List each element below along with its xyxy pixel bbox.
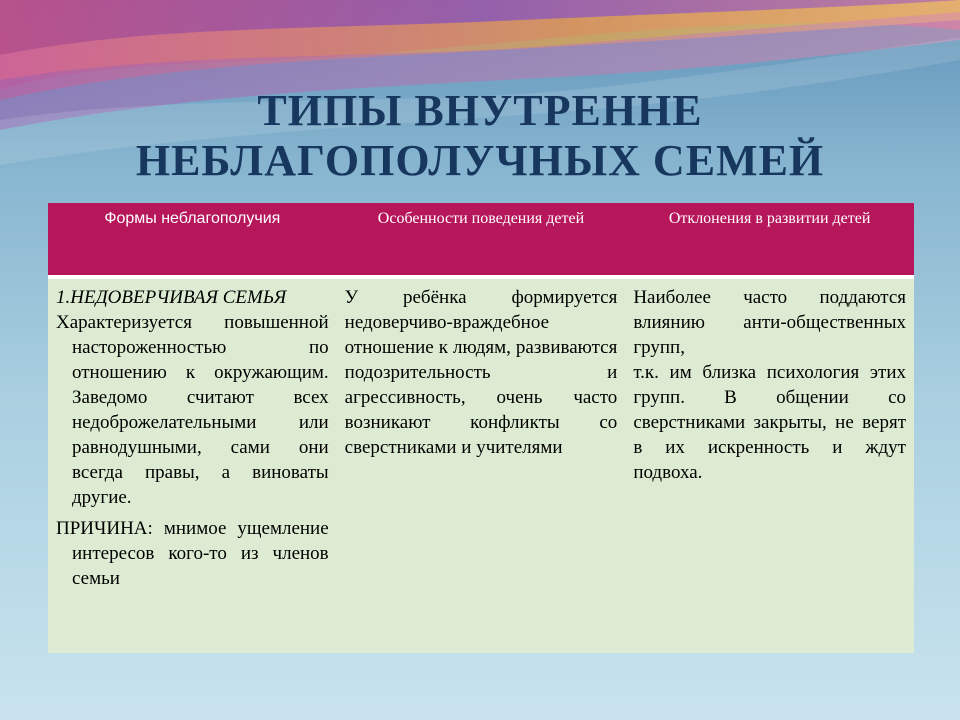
table-row — [48, 277, 914, 653]
family-type-title: 1.НЕДОВЕРЧИВАЯ СЕМЬЯ — [56, 287, 287, 308]
table-header-row — [48, 203, 914, 277]
family-types-table — [48, 203, 914, 653]
header-behavior: Особенности поведения детей — [337, 203, 626, 277]
cell-behavior — [337, 277, 626, 653]
header-deviations: Отклонения в развитии детей — [625, 203, 914, 277]
cell-deviations — [625, 277, 914, 653]
cause-text: мнимое ущемление интересов кого-то из членов семьи — [72, 518, 329, 589]
behavior-text: У ребёнка формируется недоверчиво-враждебное отношение к людям, развиваются подозрительность и агрессивность, очень часто возникают конфликты со сверстниками и учителями — [344, 287, 618, 458]
page-title-line-2: НЕБЛАГОПОЛУЧНЫХ СЕМЕЙ — [135, 136, 825, 185]
page-title — [0, 86, 960, 186]
cause-paragraph — [56, 516, 329, 591]
cause-label: ПРИЧИНА: — [56, 518, 153, 539]
deviation-text-1: Наиболее часто поддаются влиянию анти-общественных групп, — [633, 287, 906, 358]
deviation-text-2: т.к. им близка психология этих групп. В общении со сверстниками закрыты, не верят в их искренность и ждут подвоха. — [633, 362, 906, 483]
family-description: Характеризуется повышенной настороженностью по отношению к окружающим. Заведомо считают всех недоброжелательными или равнодушными, сами они всегда правы, а виноваты другие. — [56, 312, 329, 508]
page-title-line-1: ТИПЫ ВНУТРЕННЕ — [257, 86, 703, 135]
cell-family-form — [48, 277, 337, 653]
header-forms: Формы неблагополучия — [48, 203, 337, 277]
